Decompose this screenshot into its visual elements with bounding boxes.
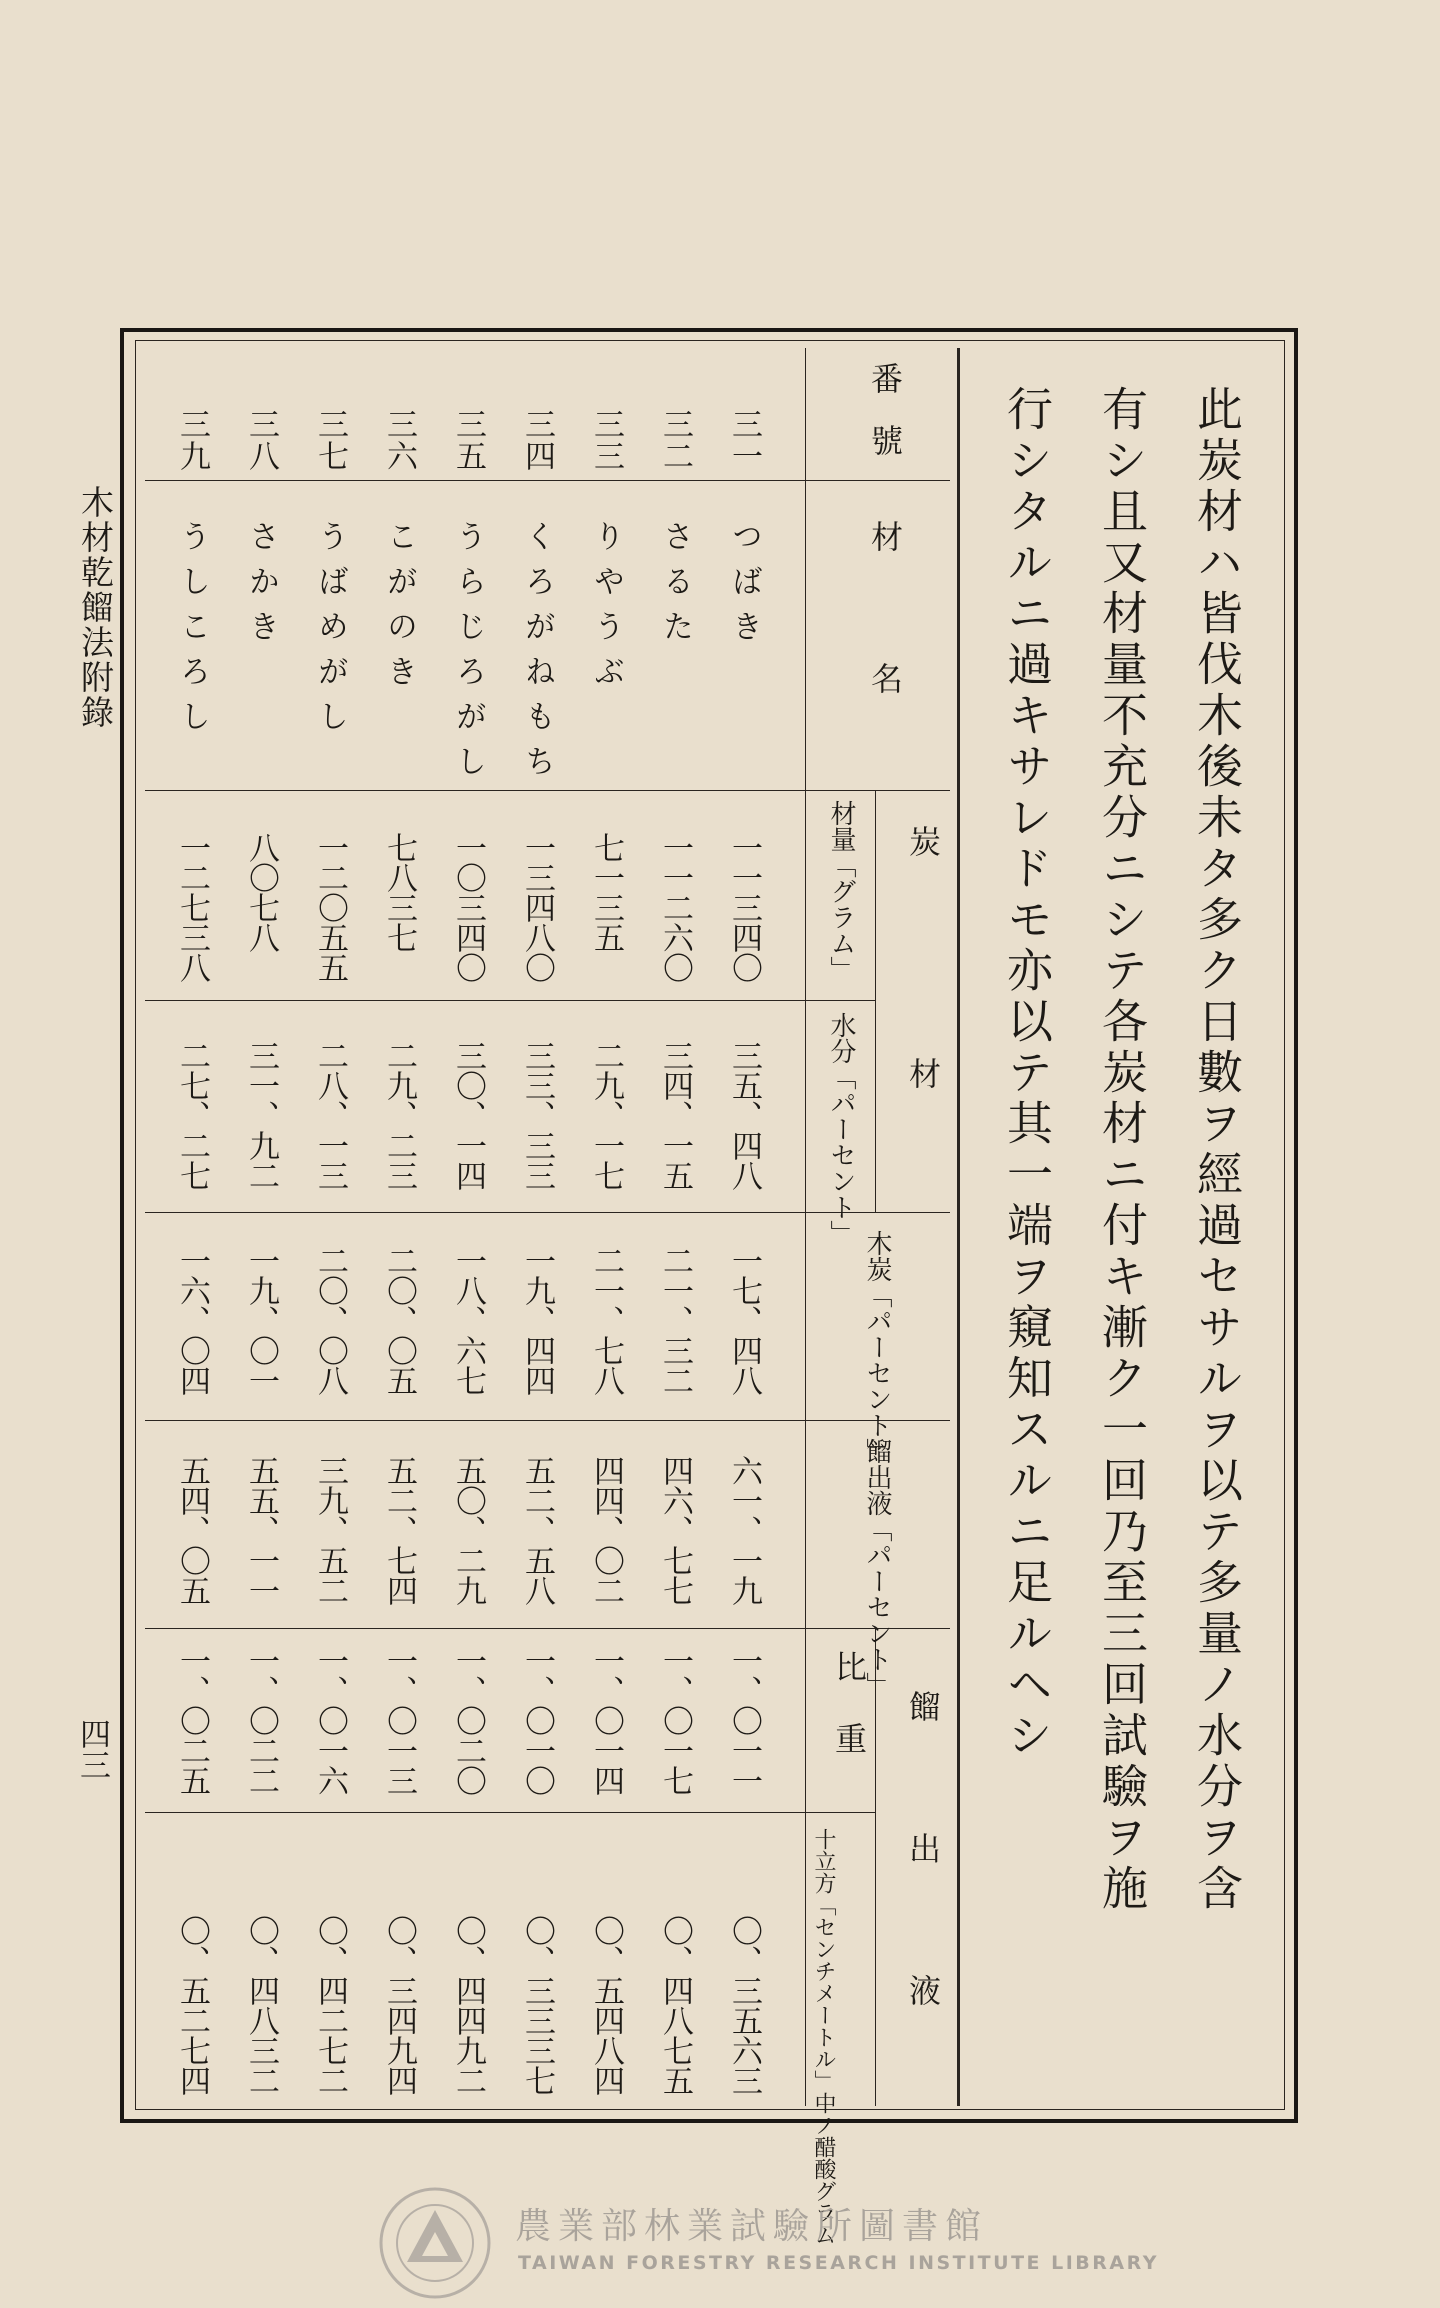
cell-moisture: 二九、一七	[588, 1040, 624, 1190]
cell-name: うばめがし	[312, 520, 348, 745]
header-acetic-acid: 十立方「センチメートル」中ノ醋酸グラム	[811, 1828, 836, 2246]
header-material-weight: 材量「グラム」	[826, 800, 856, 982]
cell-acetic-acid: 〇、五二七四	[174, 1915, 210, 2095]
cell-moisture: 三五、四八	[726, 1040, 762, 1190]
header-charcoal-group-rule	[875, 790, 876, 1212]
cell-gravity: 一、〇一四	[588, 1645, 624, 1795]
cell-weight: 一二〇五五	[312, 832, 348, 982]
cell-number: 三九	[174, 408, 210, 472]
header-column-rule	[805, 348, 806, 2106]
cell-moisture: 三一、九二	[243, 1040, 279, 1190]
cell-moisture: 三四、一五	[657, 1040, 693, 1190]
cell-distillate: 五四、〇五	[174, 1455, 210, 1605]
cell-name: こがのき	[381, 520, 417, 700]
cell-weight: 一三四八〇	[519, 832, 555, 982]
library-seal-icon	[378, 2186, 492, 2300]
cell-weight: 一一三四〇	[726, 832, 762, 982]
cell-distillate: 五二、五八	[519, 1455, 555, 1605]
cell-gravity: 一、〇二二	[243, 1645, 279, 1795]
cell-acetic-acid: 〇、五四八四	[588, 1915, 624, 2095]
library-name-chinese: 農業部林業試驗所圖書館	[515, 2206, 989, 2247]
cell-name: うらじろがし	[450, 520, 486, 790]
library-name-english: TAIWAN FORESTRY RESEARCH INSTITUTE LIBRARY	[518, 2252, 1159, 2274]
cell-name: うしころし	[174, 520, 210, 745]
header-distillate-group-rule	[875, 1628, 876, 2106]
cell-number: 三五	[450, 408, 486, 472]
prose-line-2: 有シ且又材量不充分ニシテ各炭材ニ付キ漸ク一回乃至三回試驗ヲ施	[1095, 385, 1149, 1915]
cell-weight: 八〇七八	[243, 832, 279, 952]
cell-charcoal: 二一、七八	[588, 1245, 624, 1395]
cell-acetic-acid: 〇、四四九二	[450, 1915, 486, 2095]
cell-charcoal: 一九、〇一	[243, 1245, 279, 1395]
cell-name: さかき	[243, 520, 279, 655]
cell-name: りやうぶ	[588, 520, 624, 700]
cell-distillate: 四六、七七	[657, 1455, 693, 1605]
cell-charcoal: 二一、三二	[657, 1245, 693, 1395]
cell-number: 三二	[657, 408, 693, 472]
cell-acetic-acid: 〇、四八七五	[657, 1915, 693, 2095]
cell-name: つばき	[726, 520, 762, 655]
cell-charcoal: 一九、四四	[519, 1245, 555, 1395]
cell-gravity: 一、〇一一	[726, 1645, 762, 1795]
prose-line-1: 此炭材ハ皆伐木後未タ多ク日數ヲ經過セサルヲ以テ多量ノ水分ヲ含	[1190, 385, 1244, 1915]
header-charcoal-material: 炭材	[904, 825, 942, 1289]
cell-weight: 一二七三八	[174, 832, 210, 982]
cell-charcoal: 一六、〇四	[174, 1245, 210, 1395]
cell-weight: 七八三七	[381, 832, 417, 952]
cell-weight: 一一二六〇	[657, 832, 693, 982]
cell-gravity: 一、〇一六	[312, 1645, 348, 1795]
cell-weight: 七一三五	[588, 832, 624, 952]
cell-charcoal: 一七、四八	[726, 1245, 762, 1395]
cell-name: さるた	[657, 520, 693, 655]
rule-charcoal-end	[145, 1420, 950, 1421]
cell-number: 三八	[243, 408, 279, 472]
prose-table-divider	[957, 348, 960, 2106]
rule-row-header-a	[145, 480, 805, 481]
cell-gravity: 一、〇二五	[174, 1645, 210, 1795]
cell-number: 三四	[519, 408, 555, 472]
cell-distillate: 三九、五二	[312, 1455, 348, 1605]
cell-distillate: 五五、一一	[243, 1455, 279, 1605]
cell-gravity: 一、〇一三	[381, 1645, 417, 1795]
rule-weight-end	[145, 1000, 875, 1001]
cell-moisture: 三〇、一四	[450, 1040, 486, 1190]
cell-moisture: 二九、二三	[381, 1040, 417, 1190]
cell-moisture: 三三、三三	[519, 1040, 555, 1190]
cell-charcoal: 一八、六七	[450, 1245, 486, 1395]
running-title: 木材乾餾法附錄	[76, 485, 115, 730]
rule-gravity-end	[145, 1812, 875, 1813]
rule-name-end	[145, 790, 950, 791]
rule-distillate-end	[145, 1628, 950, 1629]
cell-name: くろがねもち	[519, 520, 555, 790]
header-name: 材名	[866, 520, 904, 804]
header-charcoal: 木炭「パーセント」	[862, 1230, 892, 1464]
cell-distillate: 四四、〇二	[588, 1455, 624, 1605]
cell-gravity: 一、〇二〇	[450, 1645, 486, 1795]
cell-acetic-acid: 〇、三四九四	[381, 1915, 417, 2095]
header-specific-gravity: 比重	[830, 1650, 868, 1794]
cell-gravity: 一、〇一〇	[519, 1645, 555, 1795]
cell-acetic-acid: 〇、四二七二	[312, 1915, 348, 2095]
cell-gravity: 一、〇一七	[657, 1645, 693, 1795]
cell-weight: 一〇三四〇	[450, 832, 486, 982]
cell-distillate: 五二、七四	[381, 1455, 417, 1605]
cell-charcoal: 二〇、〇五	[381, 1245, 417, 1395]
cell-distillate: 六一、一九	[726, 1455, 762, 1605]
cell-distillate: 五〇、二九	[450, 1455, 486, 1605]
header-distillate: 餾出液「パーセント」	[862, 1438, 892, 1698]
cell-charcoal: 二〇、〇八	[312, 1245, 348, 1395]
cell-number: 三七	[312, 408, 348, 472]
header-number: 番號	[866, 362, 904, 486]
cell-acetic-acid: 〇、四八三二	[243, 1915, 279, 2095]
cell-number: 三一	[726, 408, 762, 472]
cell-acetic-acid: 〇、三五六三	[726, 1915, 762, 2095]
header-distillate-group: 餾出液	[904, 1690, 942, 2116]
cell-acetic-acid: 〇、三三三七	[519, 1915, 555, 2095]
cell-number: 三三	[588, 408, 624, 472]
header-moisture: 水分「パーセント」	[826, 1012, 856, 1246]
page-number: 四三	[74, 1718, 110, 1780]
cell-moisture: 二八、一三	[312, 1040, 348, 1190]
cell-number: 三六	[381, 408, 417, 472]
prose-line-3: 行シタルニ過キサレドモ亦以テ其一端ヲ窺知スルニ足ルヘシ	[1000, 385, 1054, 1762]
cell-moisture: 二七、二七	[174, 1040, 210, 1190]
